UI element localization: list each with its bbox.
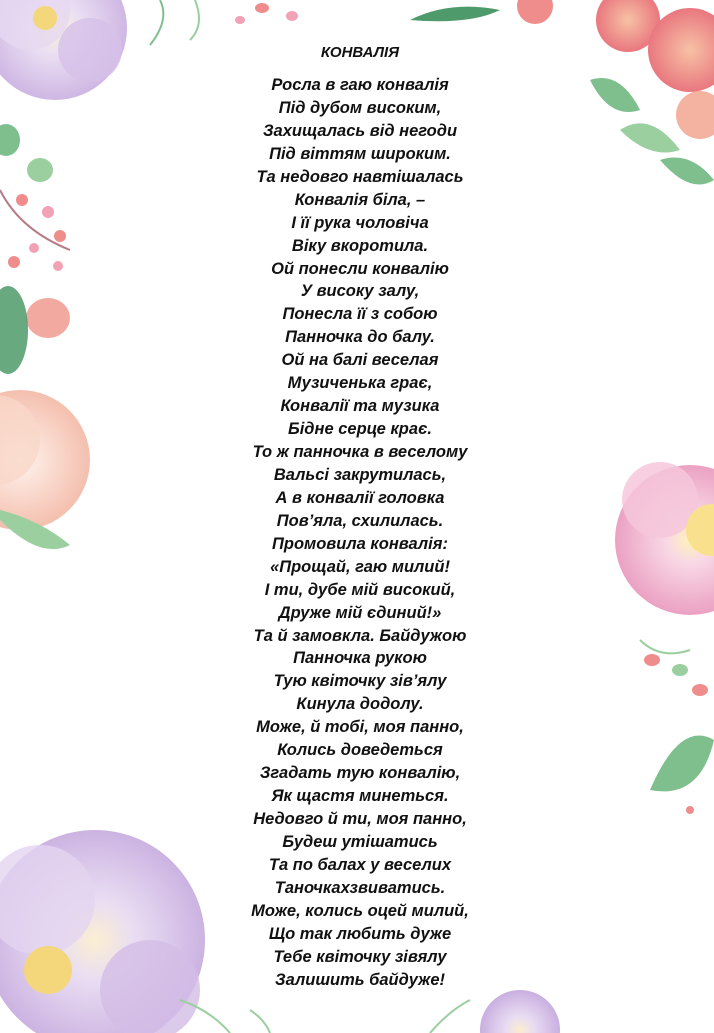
poem-line: Бідне серце крає.: [288, 420, 432, 439]
flower-bottom-right: [430, 990, 560, 1033]
poem-line: Тую квіточку зів’ялу: [273, 672, 447, 691]
poem-line: Залишить байдуже!: [275, 970, 445, 989]
poem-line: Може, колись оцей милий,: [251, 901, 469, 920]
sprigs-top-left: [150, 0, 298, 45]
poem-line: Панночка рукою: [293, 649, 427, 668]
poem-line: І її рука чоловіча: [291, 213, 429, 232]
poem-line: «Прощай, гаю милий!: [270, 557, 450, 576]
poem-line: Конвалії та музика: [280, 397, 440, 416]
poem-line: Недовго й ти, моя панно,: [253, 810, 467, 828]
poem-line: Та й замовкла. Байдужою: [253, 626, 467, 645]
poem-line: Будеш утішатись: [282, 832, 438, 851]
poem-title: КОНВАЛІЯ: [320, 44, 400, 61]
poem-line: Таночкахзвиватись.: [274, 878, 446, 897]
poem-line: І ти, дубе мій високий,: [264, 580, 456, 599]
poem-line: Промовила конвалія:: [272, 534, 448, 553]
poem: [140, 41, 580, 992]
poem-line: Та по балах у веселих: [268, 855, 452, 874]
flower-left-peach: [0, 390, 90, 549]
poem-line: А в конвалії головка: [275, 488, 445, 507]
poem-line: Панночка до балу.: [285, 328, 435, 347]
poem-line: Та недовго навтішалась: [256, 167, 464, 186]
poem-line: Захищалась від негоди: [262, 121, 458, 140]
poem-line: Друже мій єдиний!»: [278, 603, 442, 622]
flower-right-pink: [615, 462, 714, 814]
poem-line: Згадать тую конвалію,: [259, 764, 461, 783]
poem-line: Понесла її з собою: [282, 305, 438, 324]
poem-line: Музиченька грає,: [287, 374, 433, 393]
poem-line: Ой понесли конвалію: [271, 259, 449, 278]
poem-line: То ж панночка в веселому: [252, 443, 468, 461]
poem-line: Пов’яла, схилилась.: [276, 511, 444, 530]
poem-line: Вальсі закрутилась,: [273, 465, 447, 484]
poem-line: Колись доведеться: [277, 741, 443, 760]
poem-lines: [140, 74, 580, 992]
poem-line: У високу залу,: [300, 282, 420, 301]
poem-line: Кинула додолу.: [296, 695, 424, 714]
poem-line: Конвалія біла, –: [294, 190, 426, 209]
sprigs-left: [0, 124, 70, 374]
poem-line: Росла в гаю конвалія: [271, 76, 449, 94]
flower-top-left: [0, 0, 127, 100]
poem-line: Віку вкоротила.: [291, 236, 429, 255]
poem-line: Під віттям широким.: [269, 144, 451, 163]
poem-line: Що так любить дуже: [268, 924, 452, 943]
poem-line: Може, й тобі, моя панно,: [256, 718, 464, 737]
poem-line: Під дубом високим,: [278, 98, 442, 117]
poem-line: Ой на балі веселая: [281, 351, 439, 370]
poem-line: Тебе квіточку зівялу: [273, 947, 447, 966]
poem-line: Як щастя минеться.: [271, 787, 449, 806]
